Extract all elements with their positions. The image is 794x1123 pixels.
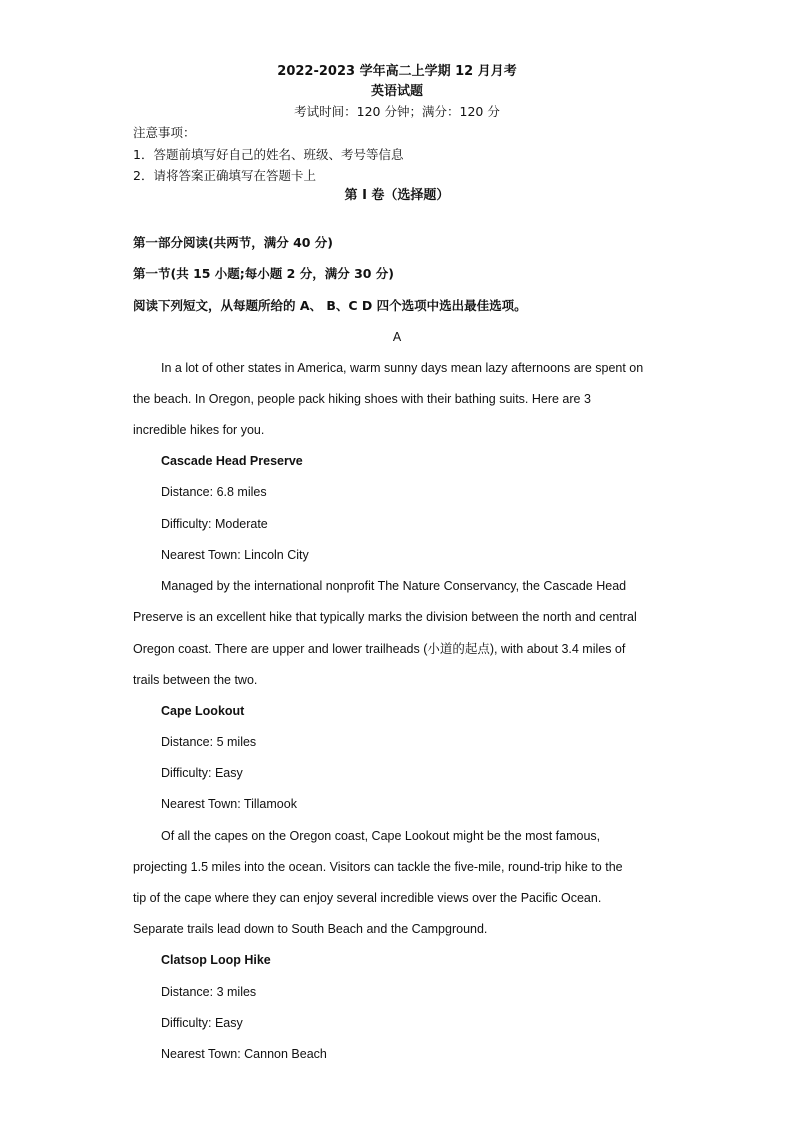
exam-info: 考试时间：120 分钟；满分：120 分	[294, 104, 500, 119]
hike-town: Nearest Town: Lincoln City	[161, 548, 309, 562]
hike-name: Cape Lookout	[161, 704, 245, 718]
hike-town: Nearest Town: Tillamook	[161, 797, 297, 811]
intro-line: In a lot of other states in America, warm sunny days mean lazy afternoons are spent on	[161, 361, 644, 375]
hike-name: Clatsop Loop Hike	[161, 953, 271, 967]
hike-distance: Distance: 6.8 miles	[161, 485, 267, 499]
notes-heading: 注意事项：	[133, 125, 196, 140]
hike-desc-line: Managed by the international nonprofit The Nature Conservancy, the Cascade Head	[161, 579, 627, 593]
hike-desc-line: tip of the cape where they can enjoy several incredible views over the Pacific Ocean.	[133, 891, 602, 905]
instruction: 阅读下列短文，从每题所给的 A、 B、C D 四个选项中选出最佳选项。	[133, 298, 527, 313]
part1-heading: 第一部分阅读(共两节，满分 40 分)	[133, 235, 334, 250]
hike-distance: Distance: 3 miles	[161, 985, 257, 999]
section1-heading: 第一节(共 15 小题;每小题 2 分，满分 30 分)	[133, 266, 395, 281]
hike-desc-line: Separate trails lead down to South Beach and the Campground.	[133, 922, 488, 936]
hike-difficulty: Difficulty: Moderate	[161, 517, 268, 531]
note-item: 2．请将答案正确填写在答题卡上	[133, 168, 316, 183]
passage-label: A	[392, 330, 402, 344]
hike-desc-line: Oregon coast. There are upper and lower trailheads (小道的起点), with about 3.4 miles of	[133, 642, 626, 656]
hike-desc-line: projecting 1.5 miles into the ocean. Visitors can tackle the five-mile, round-trip hike to the	[133, 860, 623, 874]
hike-desc-line: Of all the capes on the Oregon coast, Cape Lookout might be the most famous,	[161, 829, 601, 843]
hike-difficulty: Difficulty: Easy	[161, 1016, 243, 1030]
hike-desc-line: Preserve is an excellent hike that typically marks the division between the north and central	[133, 610, 637, 624]
hike-difficulty: Difficulty: Easy	[161, 766, 243, 780]
subject-title: 英语试题	[370, 84, 423, 99]
intro-line: the beach. In Oregon, people pack hiking shoes with their bathing suits. Here are 3	[133, 392, 591, 406]
volume-title: 第 I 卷（选择题）	[344, 188, 450, 203]
hike-desc-line: trails between the two.	[133, 673, 258, 687]
exam-title: 2022-2023 学年高二上学期 12 月月考	[277, 64, 517, 79]
note-item: 1．答题前填写好自己的姓名、班级、考号等信息	[133, 147, 404, 162]
hike-name: Cascade Head Preserve	[161, 454, 303, 468]
hike-distance: Distance: 5 miles	[161, 735, 257, 749]
intro-line: incredible hikes for you.	[133, 423, 265, 437]
hike-town: Nearest Town: Cannon Beach	[161, 1047, 327, 1061]
